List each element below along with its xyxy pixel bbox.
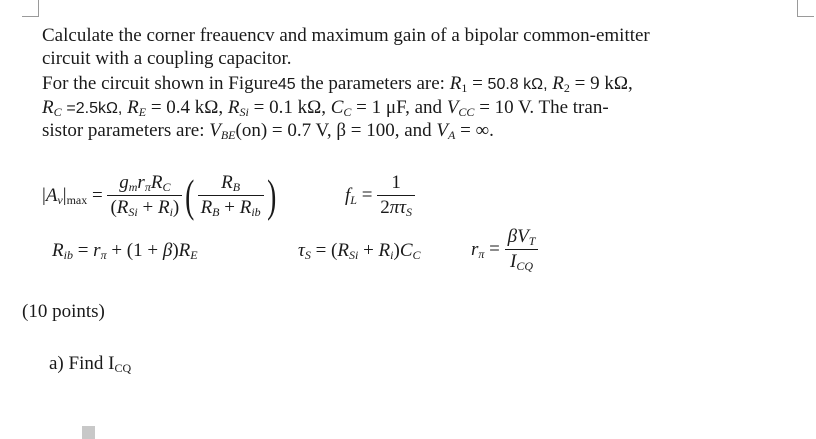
gain-equation: $|A_v|_{max}$ = $\frac{g_mr_\pi R_C}{(R_{Si} + R_i)}$ ( $\frac{R_B}{R_B + R_{ib}}$ ) xyxy=(42,169,276,221)
problem-line-2: circuit with a coupling capacitor. xyxy=(42,48,292,69)
problem-line-3: For the circuit shown in Figure45 the parameters are: $R_1 = 50.8$ kΩ, $R_2 = 9$ kΩ, xyxy=(42,73,633,95)
tau-equation: $\tau_S = (R_{Si} + R_i)C_C$ xyxy=(298,240,421,262)
answer-box-marker[interactable] xyxy=(82,426,95,439)
points-label: (10 points) xyxy=(22,301,105,322)
figure-reference: 45 xyxy=(277,76,296,93)
problem-line-4: $R_C =2.5k\Omega$, $R_E = 0.4$ kΩ, $R_{Si} = 0.1$ kΩ, $C_C = 1$ μF, and $V_{CC} = 10$ V. The tran- xyxy=(42,97,609,119)
page-corner-right xyxy=(797,0,814,17)
corner-frequency-equation: $f_L$ = $\frac{1}{2\pi\tau_S}$ xyxy=(345,172,415,219)
rib-equation: $R_{ib} = r_\pi + (1 + \beta)R_E$ xyxy=(52,240,198,262)
problem-line-5: sistor parameters are: $V_{BE}(on) = 0.7$ V, β = 100, and $V_A$ = ∞. xyxy=(42,120,494,142)
rpi-equation: $r_\pi$ = $\frac{\beta V_T}{I_{CQ}}$ xyxy=(471,226,538,273)
page-corner-left xyxy=(22,0,39,17)
problem-line-1: Calculate the corner freauencv and maximum gain of a bipolar common-emitter xyxy=(42,25,650,46)
question-a: a) Find $I_{CQ}$ xyxy=(49,353,132,375)
